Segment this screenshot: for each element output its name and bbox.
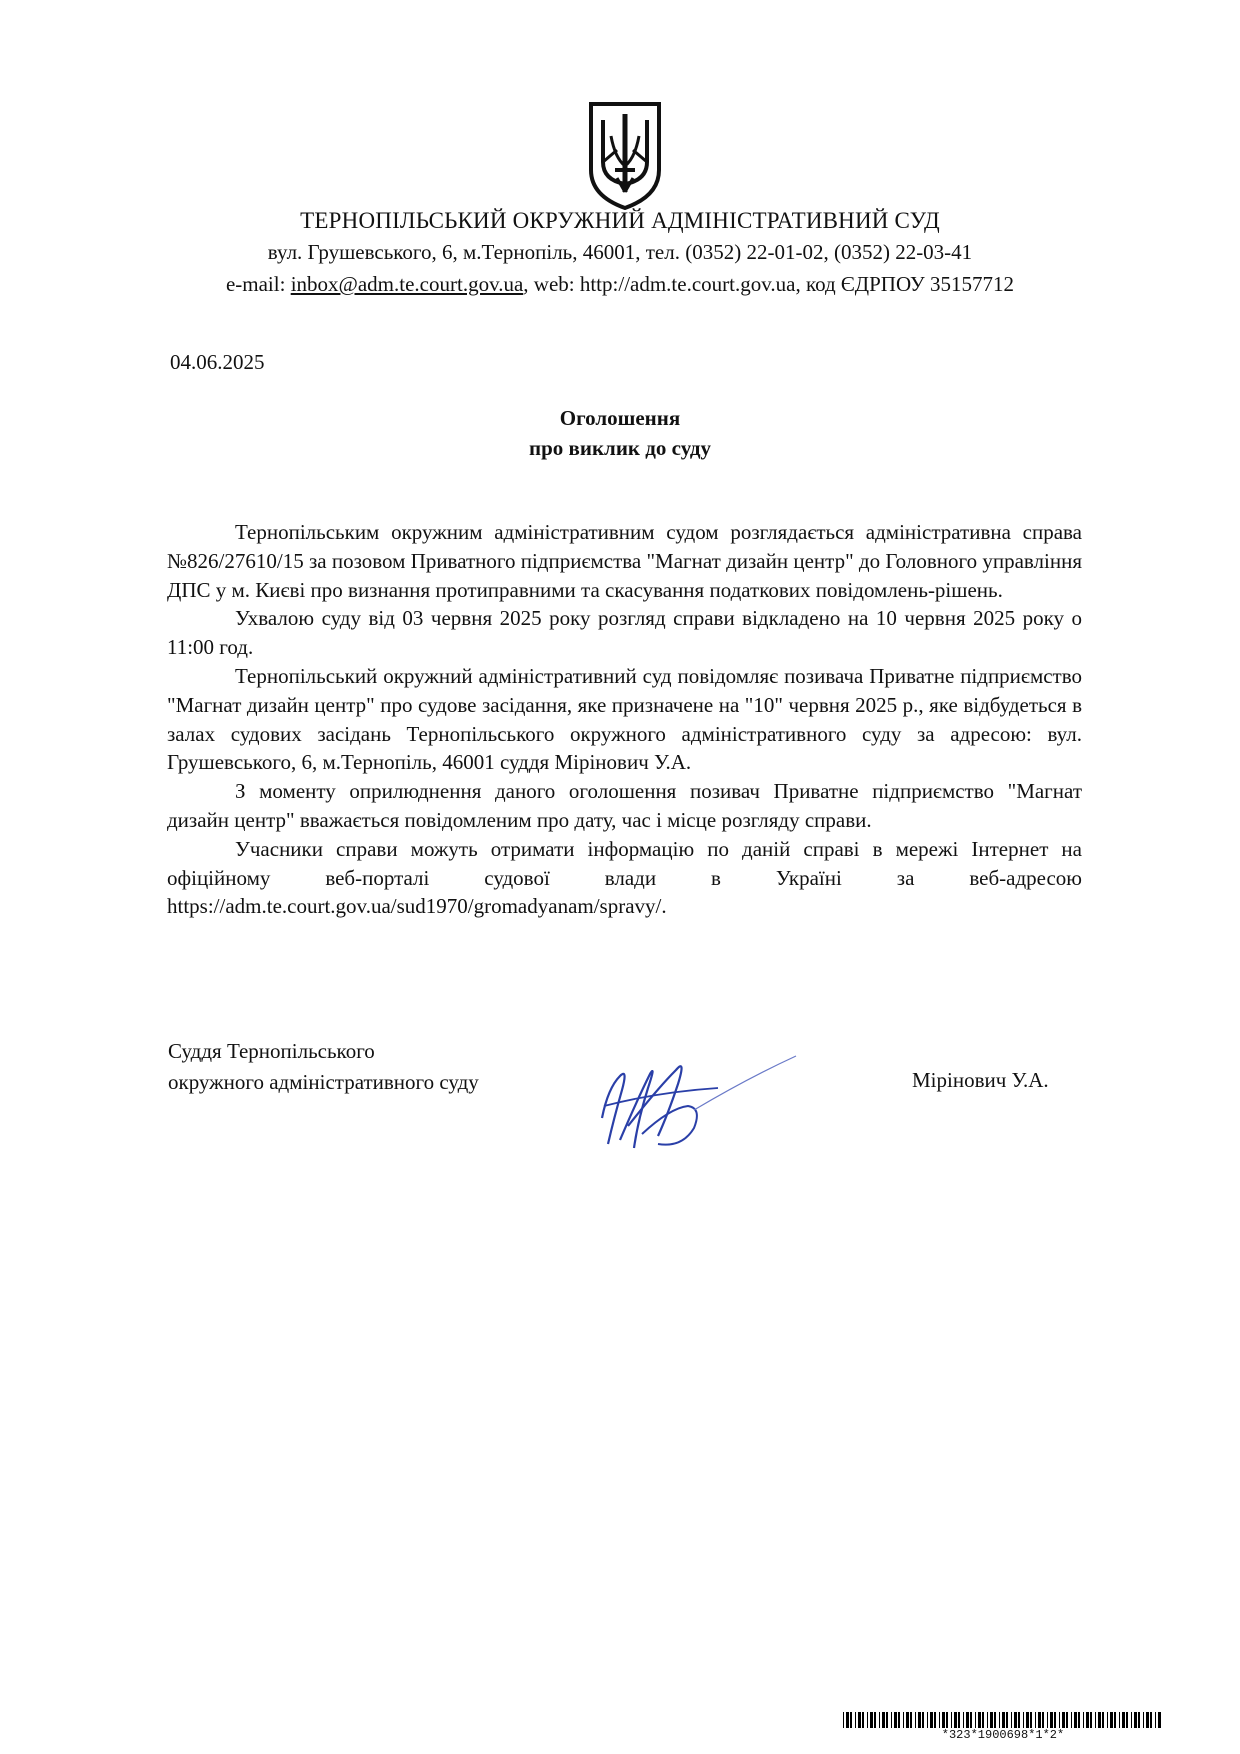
paragraph-notification: Тернопільський окружний адміністративний суд повідомляє позивача Приватне підприємство "Магнат дизайн центр" про судове засідання, яке призначене на "10" червня 2025 р., яке відбудеться в залах судових засідань Тернопільського окружного адміністративного суду за адресою: вул. Грушевського, 6, м.Тернопіль, 46001 суддя Мірінович У.А. <box>167 663 1082 775</box>
judge-position-line1: Суддя Тернопільського <box>168 1039 375 1063</box>
court-address: вул. Грушевського, 6, м.Тернопіль, 46001, тел. (0352) 22-01-02, (0352) 22-03-41 <box>267 240 973 264</box>
paragraph-notice-effect: З моменту оприлюднення даного оголошення позивач Приватне підприємство "Магнат дизайн центр" вважається повідомленим про дату, час і місце розгляду справи. <box>167 779 1082 832</box>
document-title: Оголошення <box>559 406 681 430</box>
paragraph-web-info: Учасники справи можуть отримати інформацію по даній справі в мережі Інтернет на офіційному веб-порталі судової влади в Україні за веб-адресою https://adm.te.court.gov.ua/sud1970/gromadyanam/spravy/. <box>167 836 1082 919</box>
paragraph-ruling: Ухвалою суду від 03 червня 2025 року розгляд справи відкладено на 10 червня 2025 року о 11:00 год. <box>167 606 1082 660</box>
court-contacts <box>160 272 1080 297</box>
paragraph-case: Тернопільським окружним адміністративним судом розглядається адміністративна справа №826/27610/15 за позовом Приватного підприємства "Магнат дизайн центр" до Головного управління ДПС у м. Києві про визнання протиправними та скасування податкових повідомлень-рішень. <box>167 520 1082 602</box>
email-prefix: e-mail: <box>225 272 291 296</box>
email-link[interactable]: inbox@adm.te.court.gov.ua <box>290 272 524 296</box>
document-subtitle: про виклик до суду <box>528 436 712 460</box>
barcode <box>843 1712 1163 1728</box>
barcode-text: *323*1900698*1*2* <box>941 1728 1065 1742</box>
handwritten-signature <box>598 1048 798 1158</box>
document-date: 04.06.2025 <box>170 350 265 374</box>
document-body <box>167 518 1082 921</box>
judge-name: Мірінович У.А. <box>912 1068 1049 1092</box>
coat-of-arms-emblem <box>585 100 665 210</box>
court-name: ТЕРНОПІЛЬСЬКИЙ ОКРУЖНИЙ АДМІНІСТРАТИВНИЙ СУД <box>300 208 940 233</box>
judge-position-line2: окружного адміністративного суду <box>168 1070 479 1094</box>
judge-position <box>168 1036 479 1098</box>
web-and-code: , web: http://adm.te.court.gov.ua, код ЄДРПОУ 35157712 <box>523 272 1015 296</box>
